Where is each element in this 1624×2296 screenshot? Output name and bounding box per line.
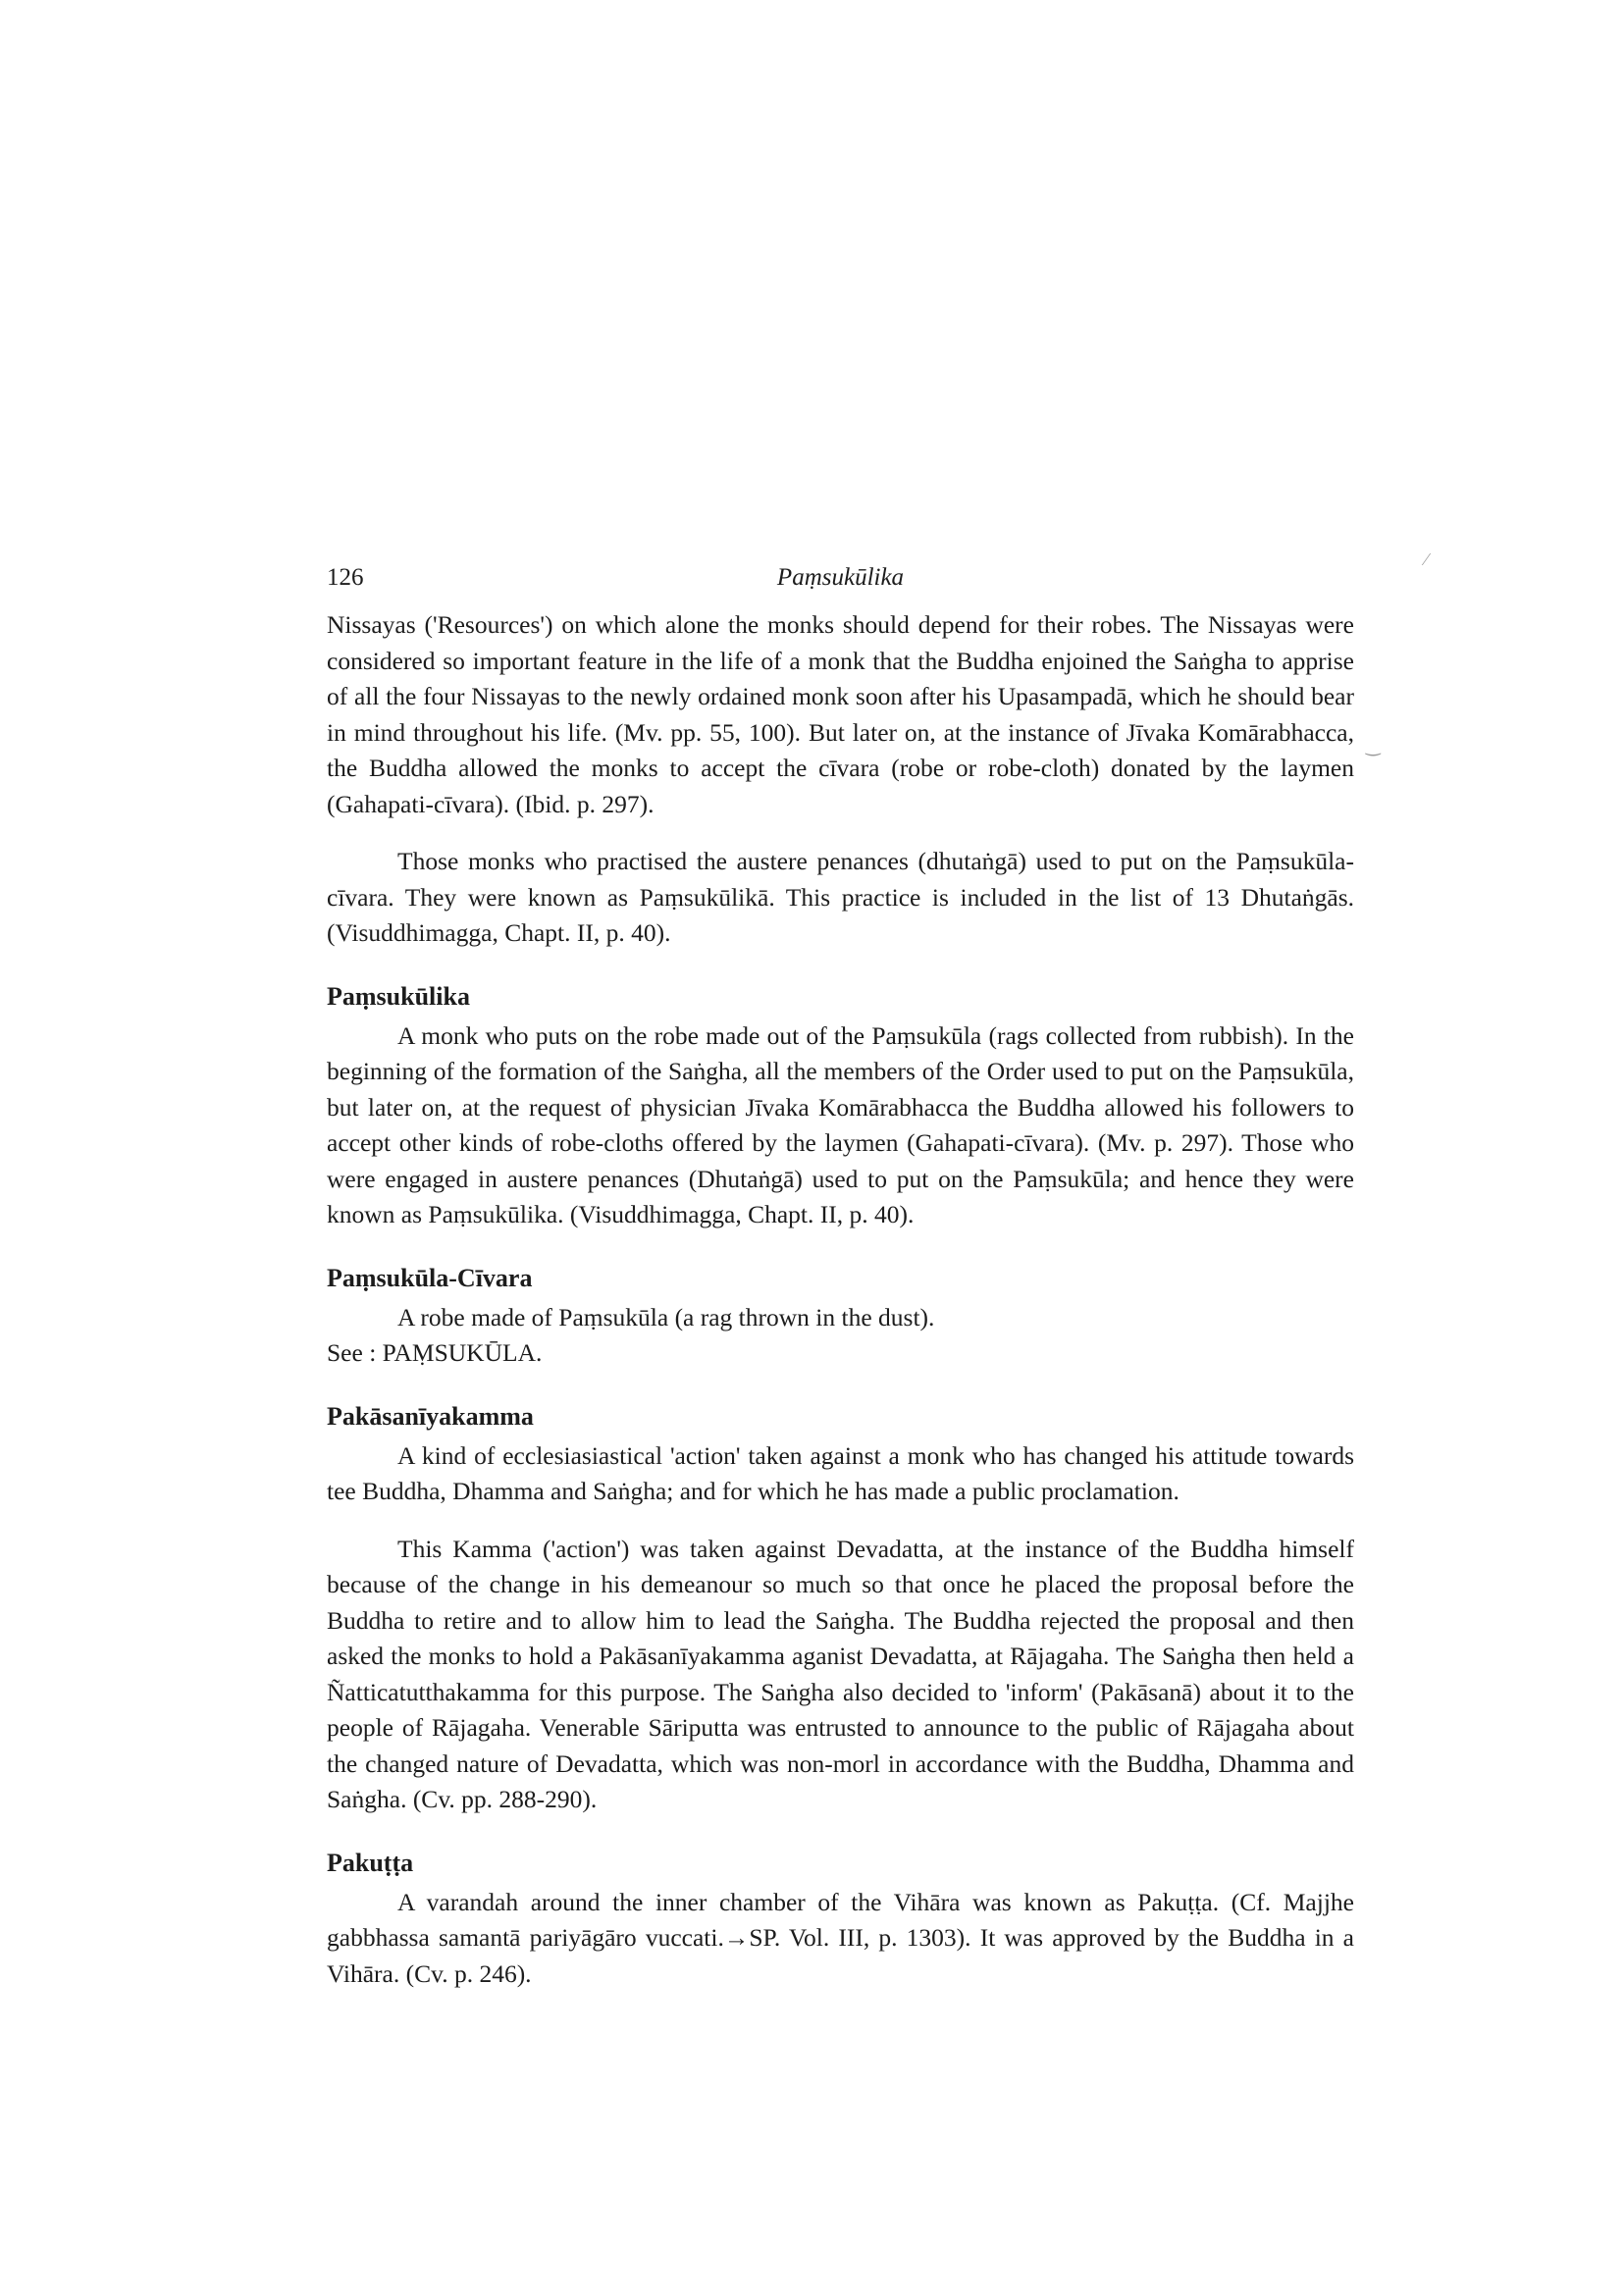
running-head (327, 564, 1354, 607)
scan-mark-top-right: ⁄ (1425, 549, 1429, 569)
entry-paragraph: A monk who puts on the robe made out of the Paṃsukūla (rags collected from rubbish). In the beginning of the formation of the Saṅgha, all the members of the Order used to put on the Paṃsukūla, but later on, at the request of physician Jīvaka Komārabhacca the Buddha allowed his followers to accept other kinds of robe-cloths offered by the laymen (Gahapati-cīvara). (Mv. p. 297). Those who were engaged in austere penances (Dhutaṅgā) used to put on the Paṃsukūla; and hence they were known as Paṃsukūlika. (Visuddhimagga, Chapt. II, p. 40). (327, 1020, 1354, 1228)
entry-heading: Paṃsukūlika (327, 981, 470, 1011)
entry-heading: Pakāsanīyakamma (327, 1401, 534, 1431)
scan-mark-right: ‿ (1366, 736, 1381, 756)
entry-heading: Paṃsukūla-Cīvara (327, 1263, 533, 1292)
entry-heading: Pakuṭṭa (327, 1848, 414, 1877)
entry-paragraph: A varandah around the inner chamber of the Vihāra was known as Pakuṭṭa. (Cf. Majjhe gabbhassa samantā pariyāgāro vuccati.→SP. Vol. III, p. 1303). It was approved by the Buddha in a Vihāra. (Cv. p. 246). (327, 1887, 1354, 1988)
entry-pamsukulika (327, 979, 1354, 1233)
entry-pakutta (327, 1846, 1354, 1993)
entry-paragraph: A kind of ecclesiasiastical 'action' taken against a monk who has changed his attitude towards tee Buddha, Dhamma and Saṅgha; and for which he has made a public proclamation. (327, 1440, 1354, 1505)
intro-section (327, 607, 1354, 952)
intro-paragraph: Nissayas ('Resources') on which alone the monks should depend for their robes. The Nissayas were considered so important feature in the life of a monk that the Buddha enjoined the Saṅgha to apprise of all the four Nissayas to the newly ordained monk soon after his Upasampadā, which he should bear in mind throughout his life. (Mv. pp. 55, 100). But later on, at the instance of Jīvaka Komārabhacca, the Buddha allowed the monks to accept the cīvara (robe or robe-cloth) donated by the laymen (Gahapati-cīvara). (Ibid. p. 297). (327, 610, 1354, 818)
entry-paragraph: A robe made of Paṃsukūla (a rag thrown in the dust). (397, 1302, 935, 1331)
book-page (327, 564, 1354, 1992)
entry-paragraph: This Kamma ('action') was taken against Devadatta, at the instance of the Buddha himself because of the change in his demeanour so much so that once he placed the proposal before the Buddha to retire and to allow him to lead the Saṅgha. The Buddha rejected the proposal and then asked the monks to hold a Pakāsanīyakamma aganist Devadatta, at Rājagaha. The Saṅgha then held a Ñatticatutthakamma for this purpose. The Saṅgha also decided to 'inform' (Pakāsanā) about it to the people of Rājagaha. Venerable Sāriputta was entrusted to announce to the public of Rājagaha about the changed nature of Devadatta, which was non-morl in accordance with the Buddha, Dhamma and Saṅgha. (Cv. pp. 288-290). (327, 1534, 1354, 1813)
entry-pakasaniyakamma (327, 1399, 1354, 1818)
page-number: 126 (327, 564, 364, 591)
intro-paragraph: Those monks who practised the austere penances (dhutaṅgā) used to put on the Paṃsukūla-cīvara. They were known as Paṃsukūlikā. This practice is included in the list of 13 Dhutaṅgās. (Visuddhimagga, Chapt. II, p. 40). (327, 847, 1354, 947)
running-title: Paṃsukūlika (776, 564, 905, 591)
entry-pamsukula-civara (327, 1261, 1354, 1372)
see-also-reference: See : PAṂSUKŪLA. (327, 1338, 543, 1367)
